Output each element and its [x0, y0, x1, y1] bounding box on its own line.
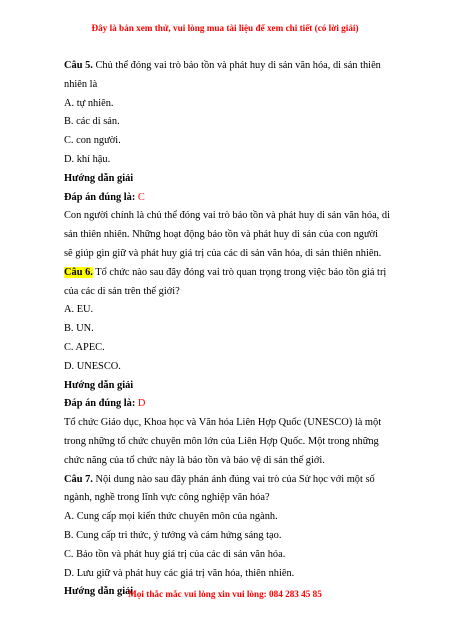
contact-notice: Mọi thắc mắc vui lòng xin vui lòng: 084 283 45 85 [128, 589, 322, 599]
question-6-line2: của các di sản trên thế giới? [64, 285, 180, 297]
q5-explain-line2: sản thiên nhiên. Những hoạt động bảo tồn và phát huy di sản của con người [64, 229, 378, 241]
q6-option-c: C. APEC. [64, 341, 105, 353]
q5-explain-line1: Con người chính là chủ thể đóng vai trò bảo tồn và phát huy di sản văn hóa, di [64, 210, 390, 222]
q5-answer-letter: C [137, 191, 145, 203]
q6-explain-line1: Tổ chức Giáo dục, Khoa học và Văn hóa Liên Hợp Quốc (UNESCO) là một [64, 417, 382, 429]
document-body [64, 57, 390, 602]
q5-option-d: D. khí hậu. [64, 153, 111, 165]
q6-option-a: A. EU. [64, 304, 94, 316]
q7-option-b: B. Cung cấp tri thức, ý tưởng và cảm hứng sáng tạo. [64, 529, 282, 541]
question-5-line1: Câu 5. Chủ thể đóng vai trò bảo tồn và phát huy di sản văn hóa, di sản thiên [64, 60, 381, 71]
q5-option-a: A. tự nhiên. [64, 97, 114, 109]
q7-guide-heading: Hướng dẫn giải [64, 586, 134, 598]
q6-option-d: D. UNESCO. [64, 360, 121, 372]
question-7-label: Câu 7. [64, 473, 93, 485]
question-5-label: Câu 5. [64, 60, 93, 71]
q6-guide-heading: Hướng dẫn giải [64, 379, 134, 391]
q7-option-a: A. Cung cấp mọi kiến thức chuyên môn của ngành. [64, 511, 278, 523]
q5-explain-line3: sẽ giúp gìn giữ và phát huy giá trị của các di sản văn hóa, di sản thiên nhiên. [64, 247, 382, 259]
q5-guide-heading: Hướng dẫn giải [64, 172, 134, 184]
q7-option-d: D. Lưu giữ và phát huy các giá trị văn hóa, thiên nhiên. [64, 567, 295, 579]
question-6-label: Câu 6. [64, 266, 93, 278]
question-6-line1: Câu 6. Tổ chức nào sau đây đóng vai trò quan trọng trong việc bảo tồn giá trị [64, 266, 387, 278]
q5-option-b: B. các di sản. [64, 116, 120, 128]
question-5-line2: nhiên là [64, 78, 98, 90]
preview-notice: Đây là bản xem thử, vui lòng mua tài liệu để xem chi tiết (có lời giải) [91, 23, 359, 33]
q5-option-c: C. con người. [64, 135, 121, 147]
q6-answer: Đáp án đúng là: D [64, 398, 146, 410]
q6-answer-letter: D [137, 398, 146, 410]
question-7-line1: Câu 7. Nội dung nào sau đây phản ánh đúng vai trò của Sử học với một số [64, 473, 375, 485]
question-7-line2: ngành, nghề trong lĩnh vực công nghiệp văn hóa? [64, 492, 270, 504]
q6-explain-line2: trong những tổ chức chuyên môn lớn của Liên Hợp Quốc. Một trong những [64, 435, 379, 447]
q5-answer: Đáp án đúng là: C [64, 191, 145, 203]
q7-option-c: C. Bảo tồn và phát huy giá trị của các di sản văn hóa. [64, 548, 286, 560]
q6-option-b: B. UN. [64, 323, 94, 335]
q6-explain-line3: chức năng của tổ chức này là bảo tồn và bảo vệ di sản thế giới. [64, 454, 325, 466]
